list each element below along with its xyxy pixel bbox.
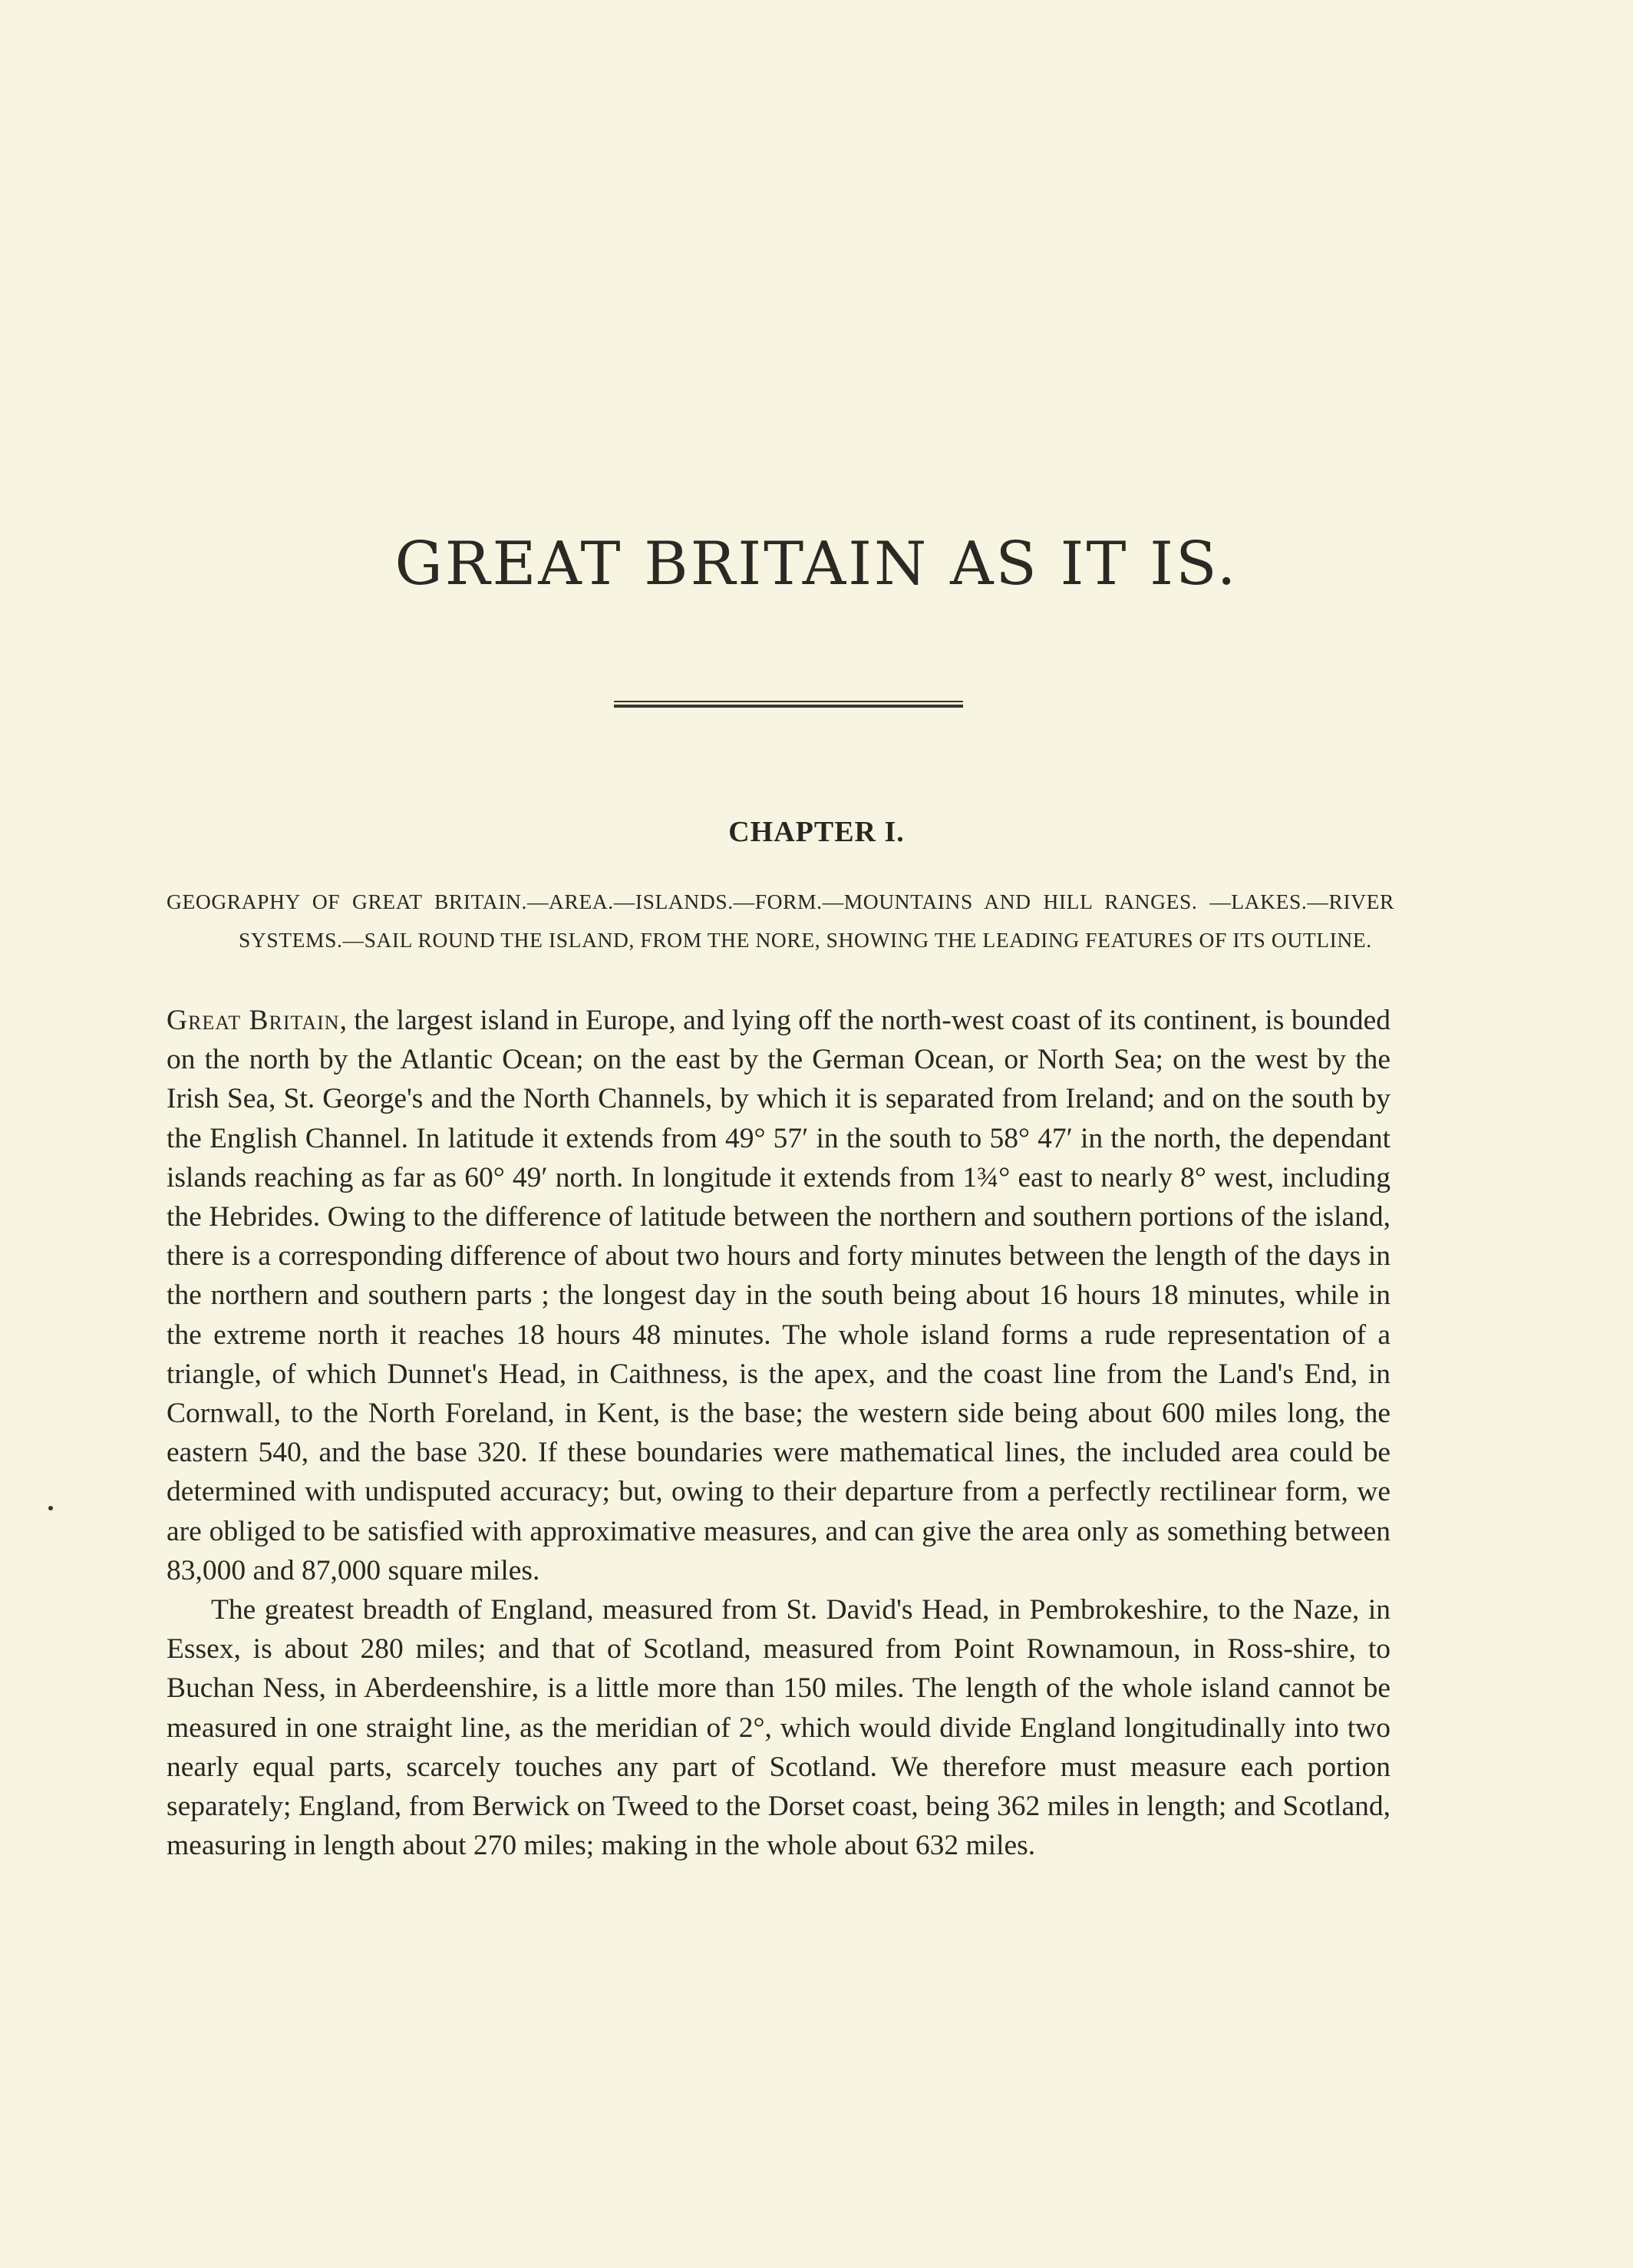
margin-ink-speck [48, 1506, 53, 1510]
paragraph-1-lead: Great Britain [167, 1005, 340, 1036]
paragraph-1 [167, 1001, 1391, 1590]
paragraph-2: The greatest breadth of England, measured from St. David's Head, in Pembrokeshire, to the Naze, in Essex, is about 280 miles; and that of Scotland, measured from Point Rownamoun, in Ross-shire, to Buchan Ness, in Aberdeenshire, is a little more than 150 miles. The length of the whole island cannot be measured in one straight line, as the meridian of 2°, which would divide England longitudinally into two nearly equal parts, scarcely touches any part of Scotland. We therefore must measure each portion separately; England, from Berwick on Tweed to the Dorset coast, being 362 miles in length; and Scotland, measuring in length about 270 miles; making in the whole about 632 miles. [167, 1594, 1391, 1862]
chapter-synopsis: GEOGRAPHY OF GREAT BRITAIN.—AREA.—ISLANDS.—FORM.—MOUNTAINS AND HILL RANGES. —LAKES.—RIVER SYSTEMS.—SAIL ROUND THE ISLAND, FROM THE NORE, SHOWING THE LEADING FEATURES OF ITS OUTLINE. [167, 890, 1394, 952]
title-rule-thick-line [614, 705, 963, 708]
paragraph-1-text: , the largest island in Europe, and lying off the north-west coast of its continent, is bounded on the north by the Atlantic Ocean; on the east by the German Ocean, or North Sea; on the west by the Irish Sea, St. George's and the North Channels, by which it is separated from Ireland; and on the south by the English Channel. In latitude it extends from 49° 57′ in the south to 58° 47′ in the north, the dependant islands reaching as far as 60° 49′ north. In longitude it extends from 1¾° east to nearly 8° west, including the Hebrides. Owing to the difference of latitude between the northern and southern portions of the island, there is a corresponding difference of about two hours and forty minutes between the length of the days in the northern and southern parts ; the longest day in the south being about 16 hours 18 minutes, while in the extreme north it reaches 18 hours 48 minutes. The whole island forms a rude representation of a triangle, of which Dunnet's Head, in Caithness, is the apex, and the coast line from the Land's End, in Cornwall, to the North Foreland, in Kent, is the base; the western side being about 600 miles long, the eastern 540, and the base 320. If these boundaries were mathematical lines, the included area could be determined with undisputed accuracy; but, owing to their departure from a perfectly rectilinear form, we are obliged to be satisfied with approximative measures, and can give the area only as something between 83,000 and 87,000 square miles. [167, 1005, 1391, 1586]
page-title: GREAT BRITAIN AS IT IS. [394, 530, 1239, 599]
title-rule-thin-line [614, 701, 963, 702]
chapter-heading: CHAPTER I. [728, 816, 905, 848]
chapter-body [167, 1001, 1391, 1865]
title-rule [614, 701, 963, 708]
